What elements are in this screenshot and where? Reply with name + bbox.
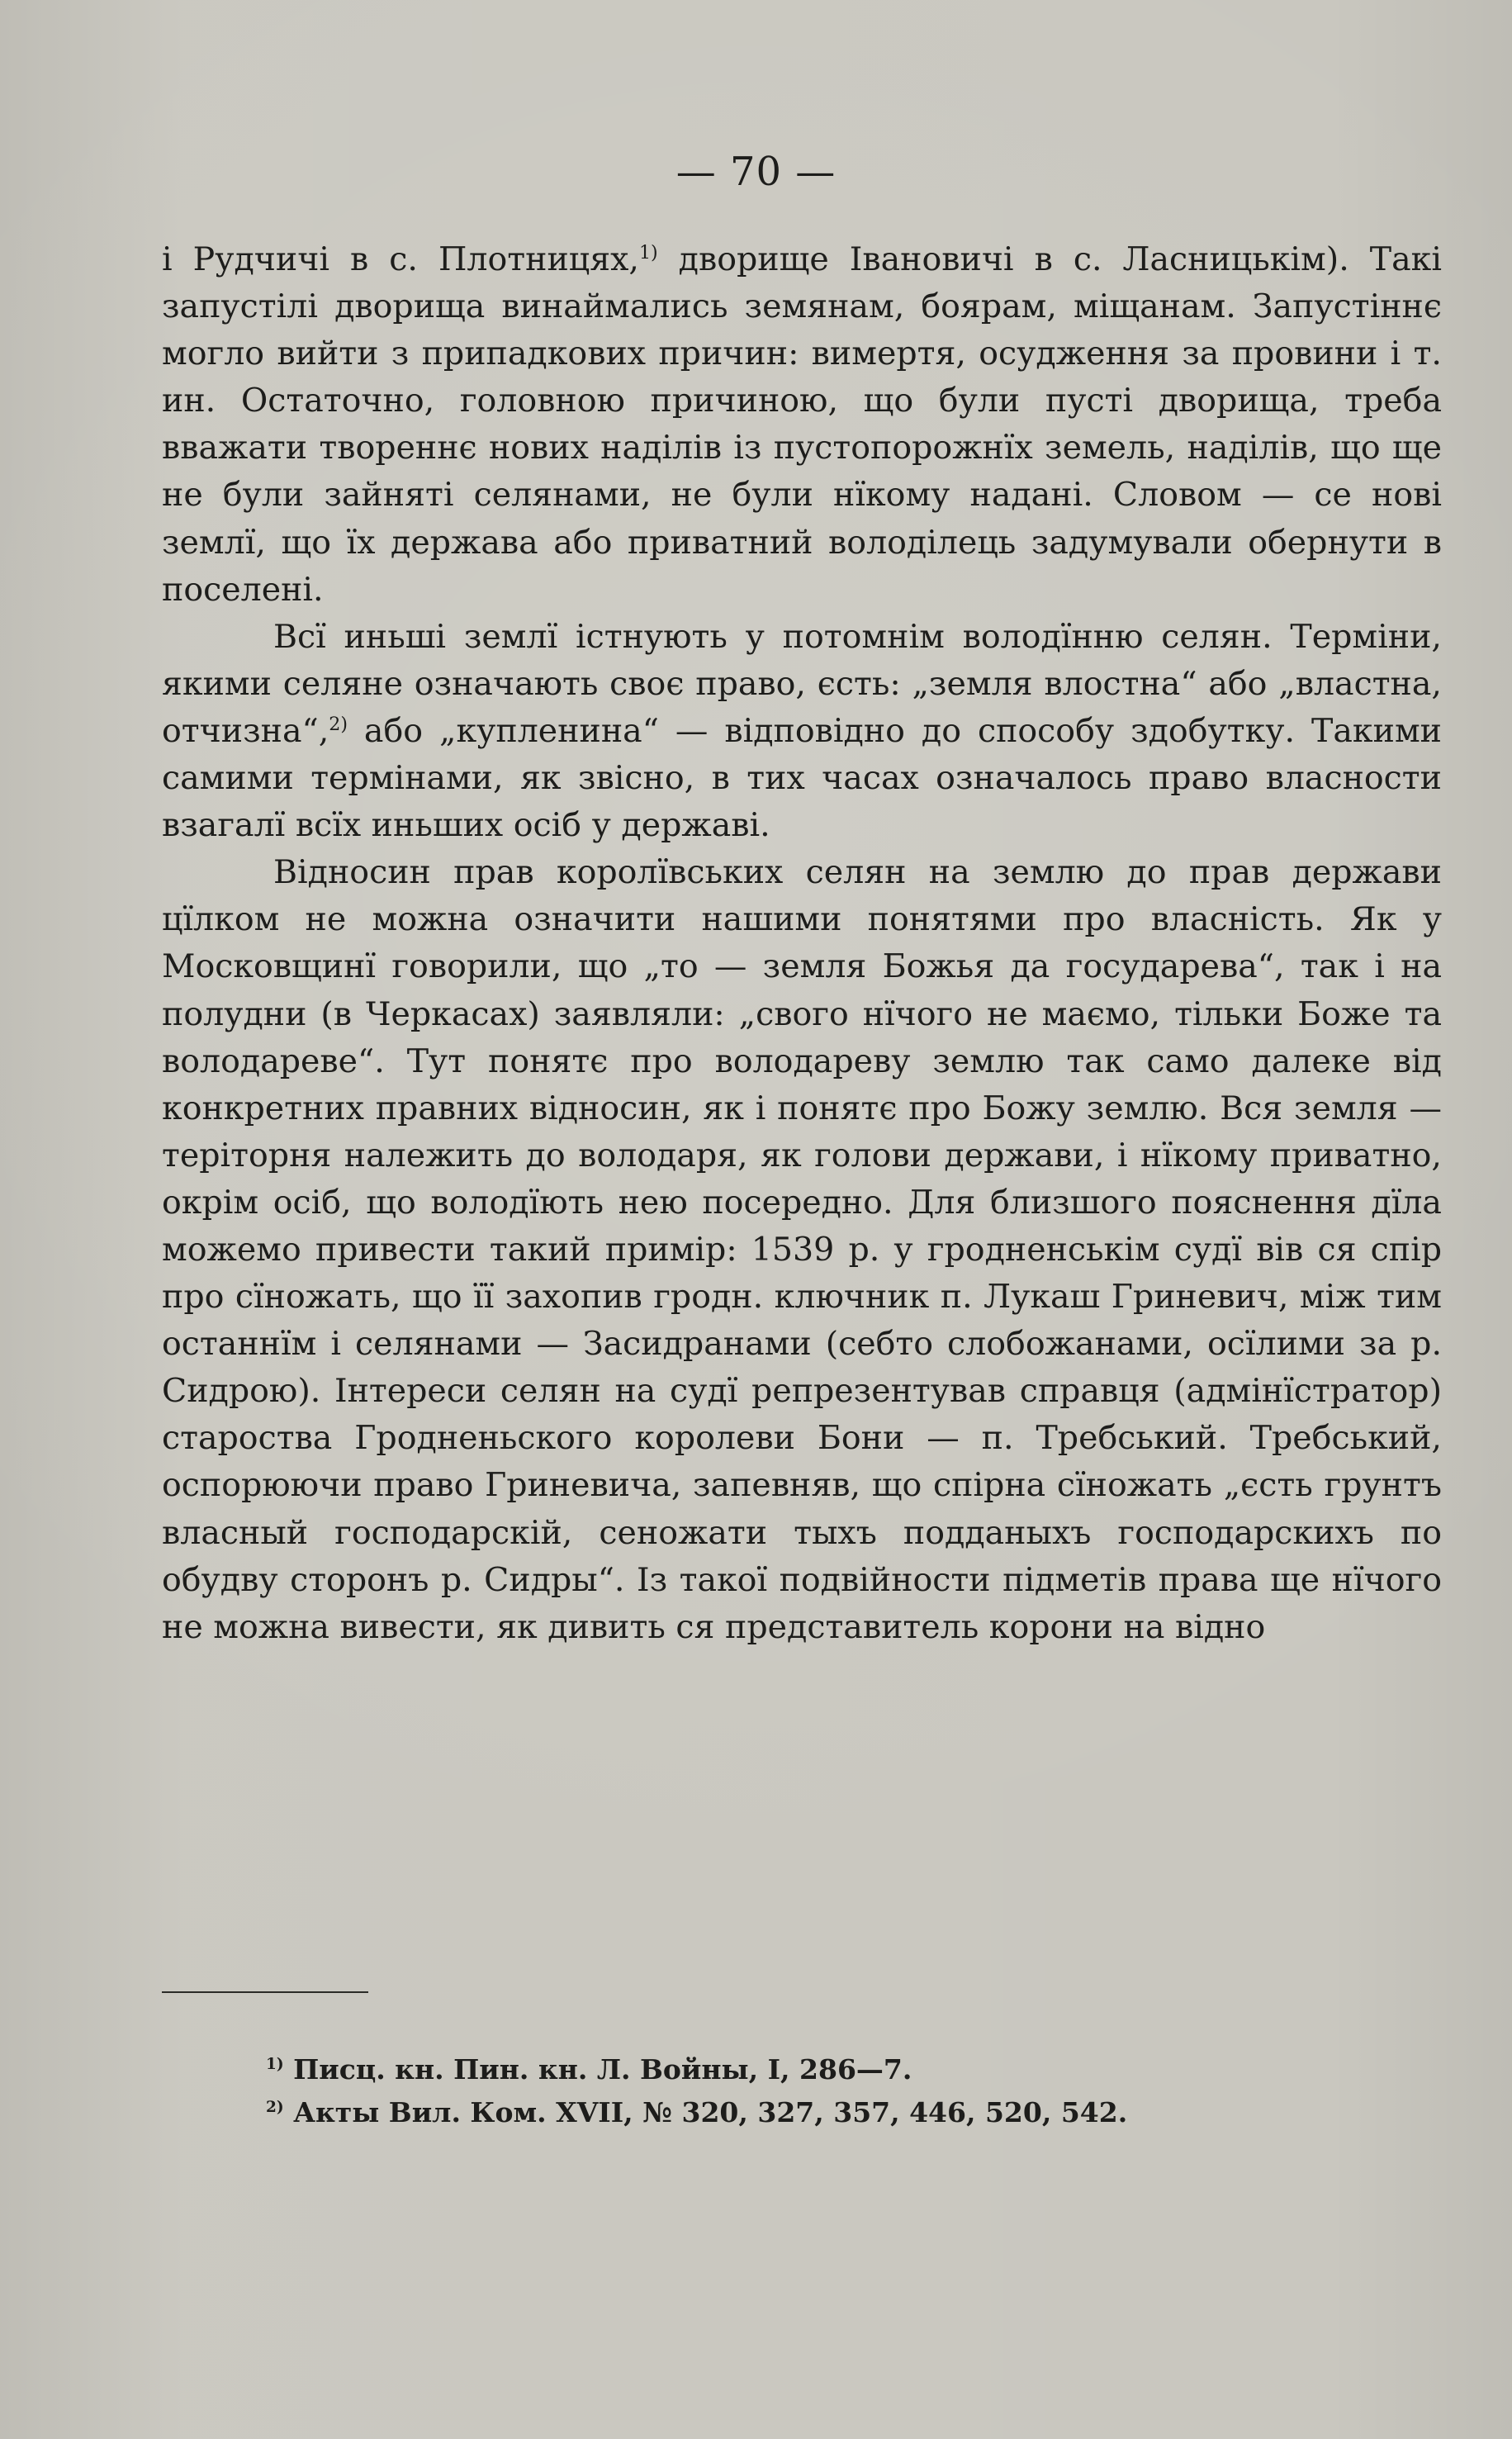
paragraph-2 (162, 614, 1442, 849)
footnote-reference-2: 2) (329, 713, 348, 735)
paragraph-3: Відносин прав королївських селян на землю до прав держави цїлком не можна означити нашими понятями про власність. Як у Московщинї говорили, що „то — земля Божья да государева“, так і на полудни (в Черкасах) заявляли: „свого нїчого не маємо, тільки Боже та володареве“. Тут понятє про володареву землю так само далеке від конкретних правних відносин, як і понятє про Божу землю. Вся земля — теріторня належить до володаря, як голови держави, і нїкому приватно, окрім осіб, що володїють нею посередно. Для близшого пояснення дїла можемо привести такий примір: 1539 р. у гродненськім судї вів ся спір про сїножать, що її захопив гродн. ключник п. Лукаш Гриневич, між тим останнїм і селянами — Засидранами (себто слобожанами, осїлими за р. Сидрою). Інтереси селян на судї репрезентував справця (адмінїстратор) староства Гродненьского королеви Бони — п. Требський. Требський, оспорюючи право Гриневича, запевняв, що спірна сїножать „єсть грунтъ власный господарскій, сеножати тыхъ подданыхъ господарскихъ по обудву сторонъ р. Сидры“. Із такої подвійности підметів права ще нїчого не можна вивести, як дивить ся представитель корони на відно (162, 853, 1442, 1646)
page-number: — 70 — (675, 149, 837, 195)
footnote-text-1: Писц. кн. Пин. кн. Л. Войны, I, 286—7. (283, 2053, 912, 2085)
paragraph-1-text-end: дворище Івановичі в с. Ласницькім). Такі запустілі дворища винаймались земянам, боярам, міщанам. Запустіннє могло вийти з припадкових причин: вимертя, осудження за провини і т. ин. Остаточно, головною причиною, що були пусті дворища, треба вважати твореннє нових наділів із пустопорожнїх земель, наділів, що ще не були зайняті селянами, не були нїкому надані. Словом — се нові землї, що їх держава або приватний володілець задумували обернути в поселені. (162, 240, 1442, 609)
footnote-divider (162, 1991, 368, 1993)
paragraph-2-text-end: або „купленина“ — відповідно до способу здобутку. Такими самими термінами, як звісно, в тих часах означалось право власности взагалї всїх иньших осіб у державі. (162, 711, 1442, 845)
footnote-reference-1: 1) (638, 241, 658, 263)
footnote-text-2: Акты Вил. Ком. XVII, № 320, 327, 357, 446, 520, 542. (283, 2096, 1128, 2128)
paragraph-1-text-start: і Рудчичі в с. Плотницях, (162, 240, 639, 278)
footnotes (266, 2048, 1339, 2134)
main-text (162, 236, 1442, 1651)
paragraph-1 (162, 236, 1442, 614)
paragraph-2-text-start: Всї иньші землї істнують у потомнім володїнню селян. Терміни, якими селяне означають своє право, єсть: „земля влостна“ або „властна, отчизна“, (162, 617, 1442, 750)
footnote-marker-2: 2) (266, 2099, 284, 2116)
footnote-marker-1: 1) (266, 2056, 284, 2073)
footnote-1 (266, 2048, 1339, 2091)
footnote-2 (266, 2091, 1339, 2134)
